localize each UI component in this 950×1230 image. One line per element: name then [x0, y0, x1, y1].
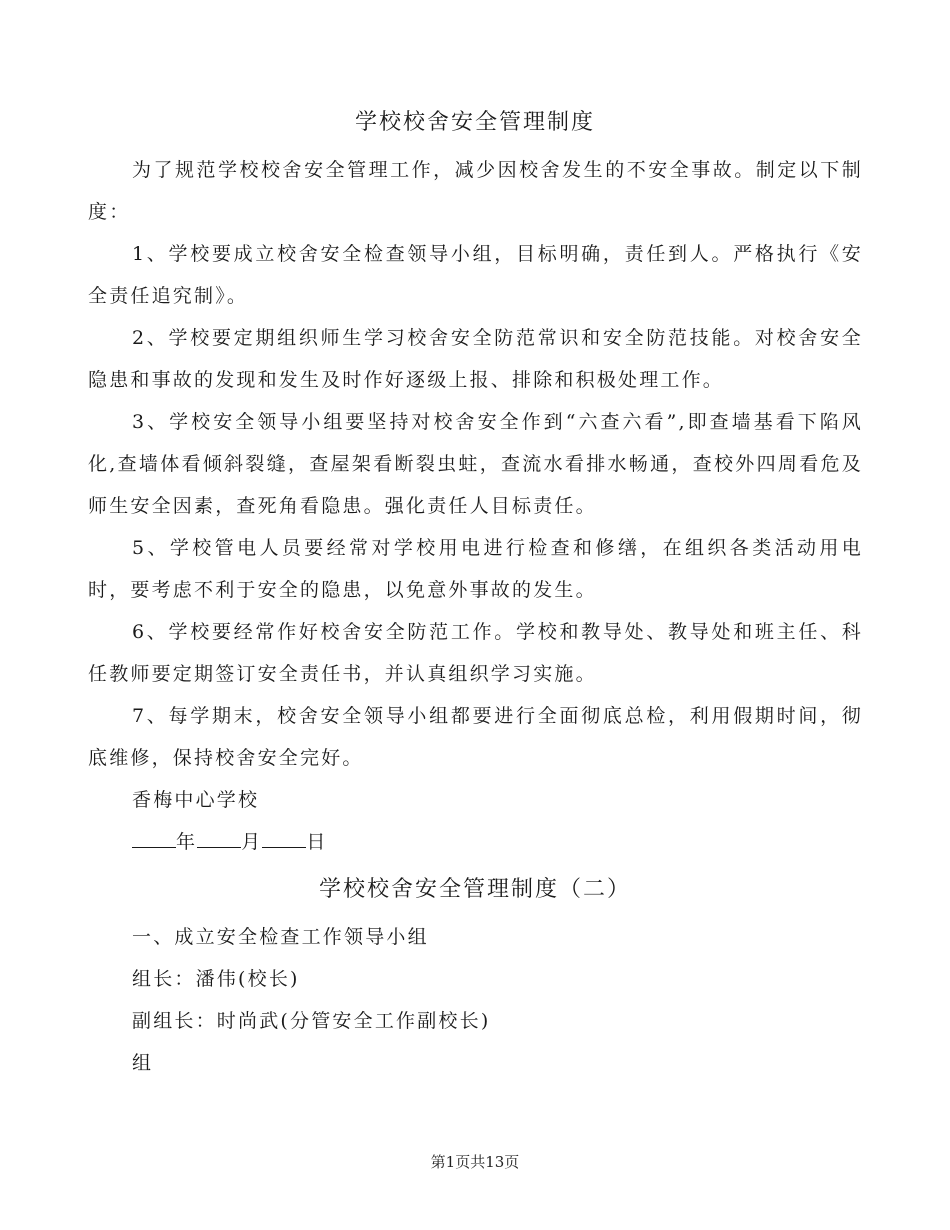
document-body: [88, 149, 863, 863]
document-body-2: [88, 916, 863, 1084]
month-label: 月: [241, 831, 263, 853]
blank-line: [262, 827, 306, 848]
page-number: 第1页共13页: [430, 1153, 520, 1171]
member-line: 组: [132, 1052, 154, 1074]
list-item: 1、学校要成立校舍安全检查领导小组，目标明确，责任到人。严格执行《安全责任追究制》。: [88, 243, 863, 307]
deputy-line: 副组长：时尚武(分管安全工作副校长): [132, 1010, 491, 1032]
date-line: [88, 821, 863, 863]
blank-line: [132, 827, 176, 848]
year-label: 年: [176, 831, 198, 853]
list-item: 7、每学期末，校舍安全领导小组都要进行全面彻底总检，利用假期时间，彻底维修，保持校舍安全完好。: [88, 705, 863, 769]
document-title-2: 学校校舍安全管理制度（二）: [318, 877, 631, 902]
section-heading: 一、成立安全检查工作领导小组: [132, 926, 429, 948]
intro-paragraph: 为了规范学校校舍安全管理工作，减少因校舍发生的不安全事故。制定以下制度：: [88, 159, 863, 223]
document-title: 学校校舍安全管理制度: [354, 110, 595, 135]
list-item: 6、学校要经常作好校舍安全防范工作。学校和教导处、教导处和班主任、科任教师要定期签订安全责任书，并认真组织学习实施。: [88, 621, 863, 685]
signature: 香梅中心学校: [132, 789, 260, 811]
list-item: 2、学校要定期组织师生学习校舍安全防范常识和安全防范技能。对校舍安全隐患和事故的发现和发生及时作好逐级上报、排除和积极处理工作。: [88, 327, 863, 391]
day-label: 日: [306, 831, 328, 853]
leader-line: 组长：潘伟(校长): [132, 968, 300, 990]
blank-line: [197, 827, 241, 848]
list-item: 3、学校安全领导小组要坚持对校舍安全作到“六查六看”,即查墙基看下陷风化,查墙体看倾斜裂缝，查屋架看断裂虫蛀，查流水看排水畅通，查校外四周看危及师生安全因素，查死角看隐患。强化责任人目标责任。: [88, 411, 863, 517]
list-item: 5、学校管电人员要经常对学校用电进行检查和修缮，在组织各类活动用电时，要考虑不利于安全的隐患，以免意外事故的发生。: [88, 537, 863, 601]
